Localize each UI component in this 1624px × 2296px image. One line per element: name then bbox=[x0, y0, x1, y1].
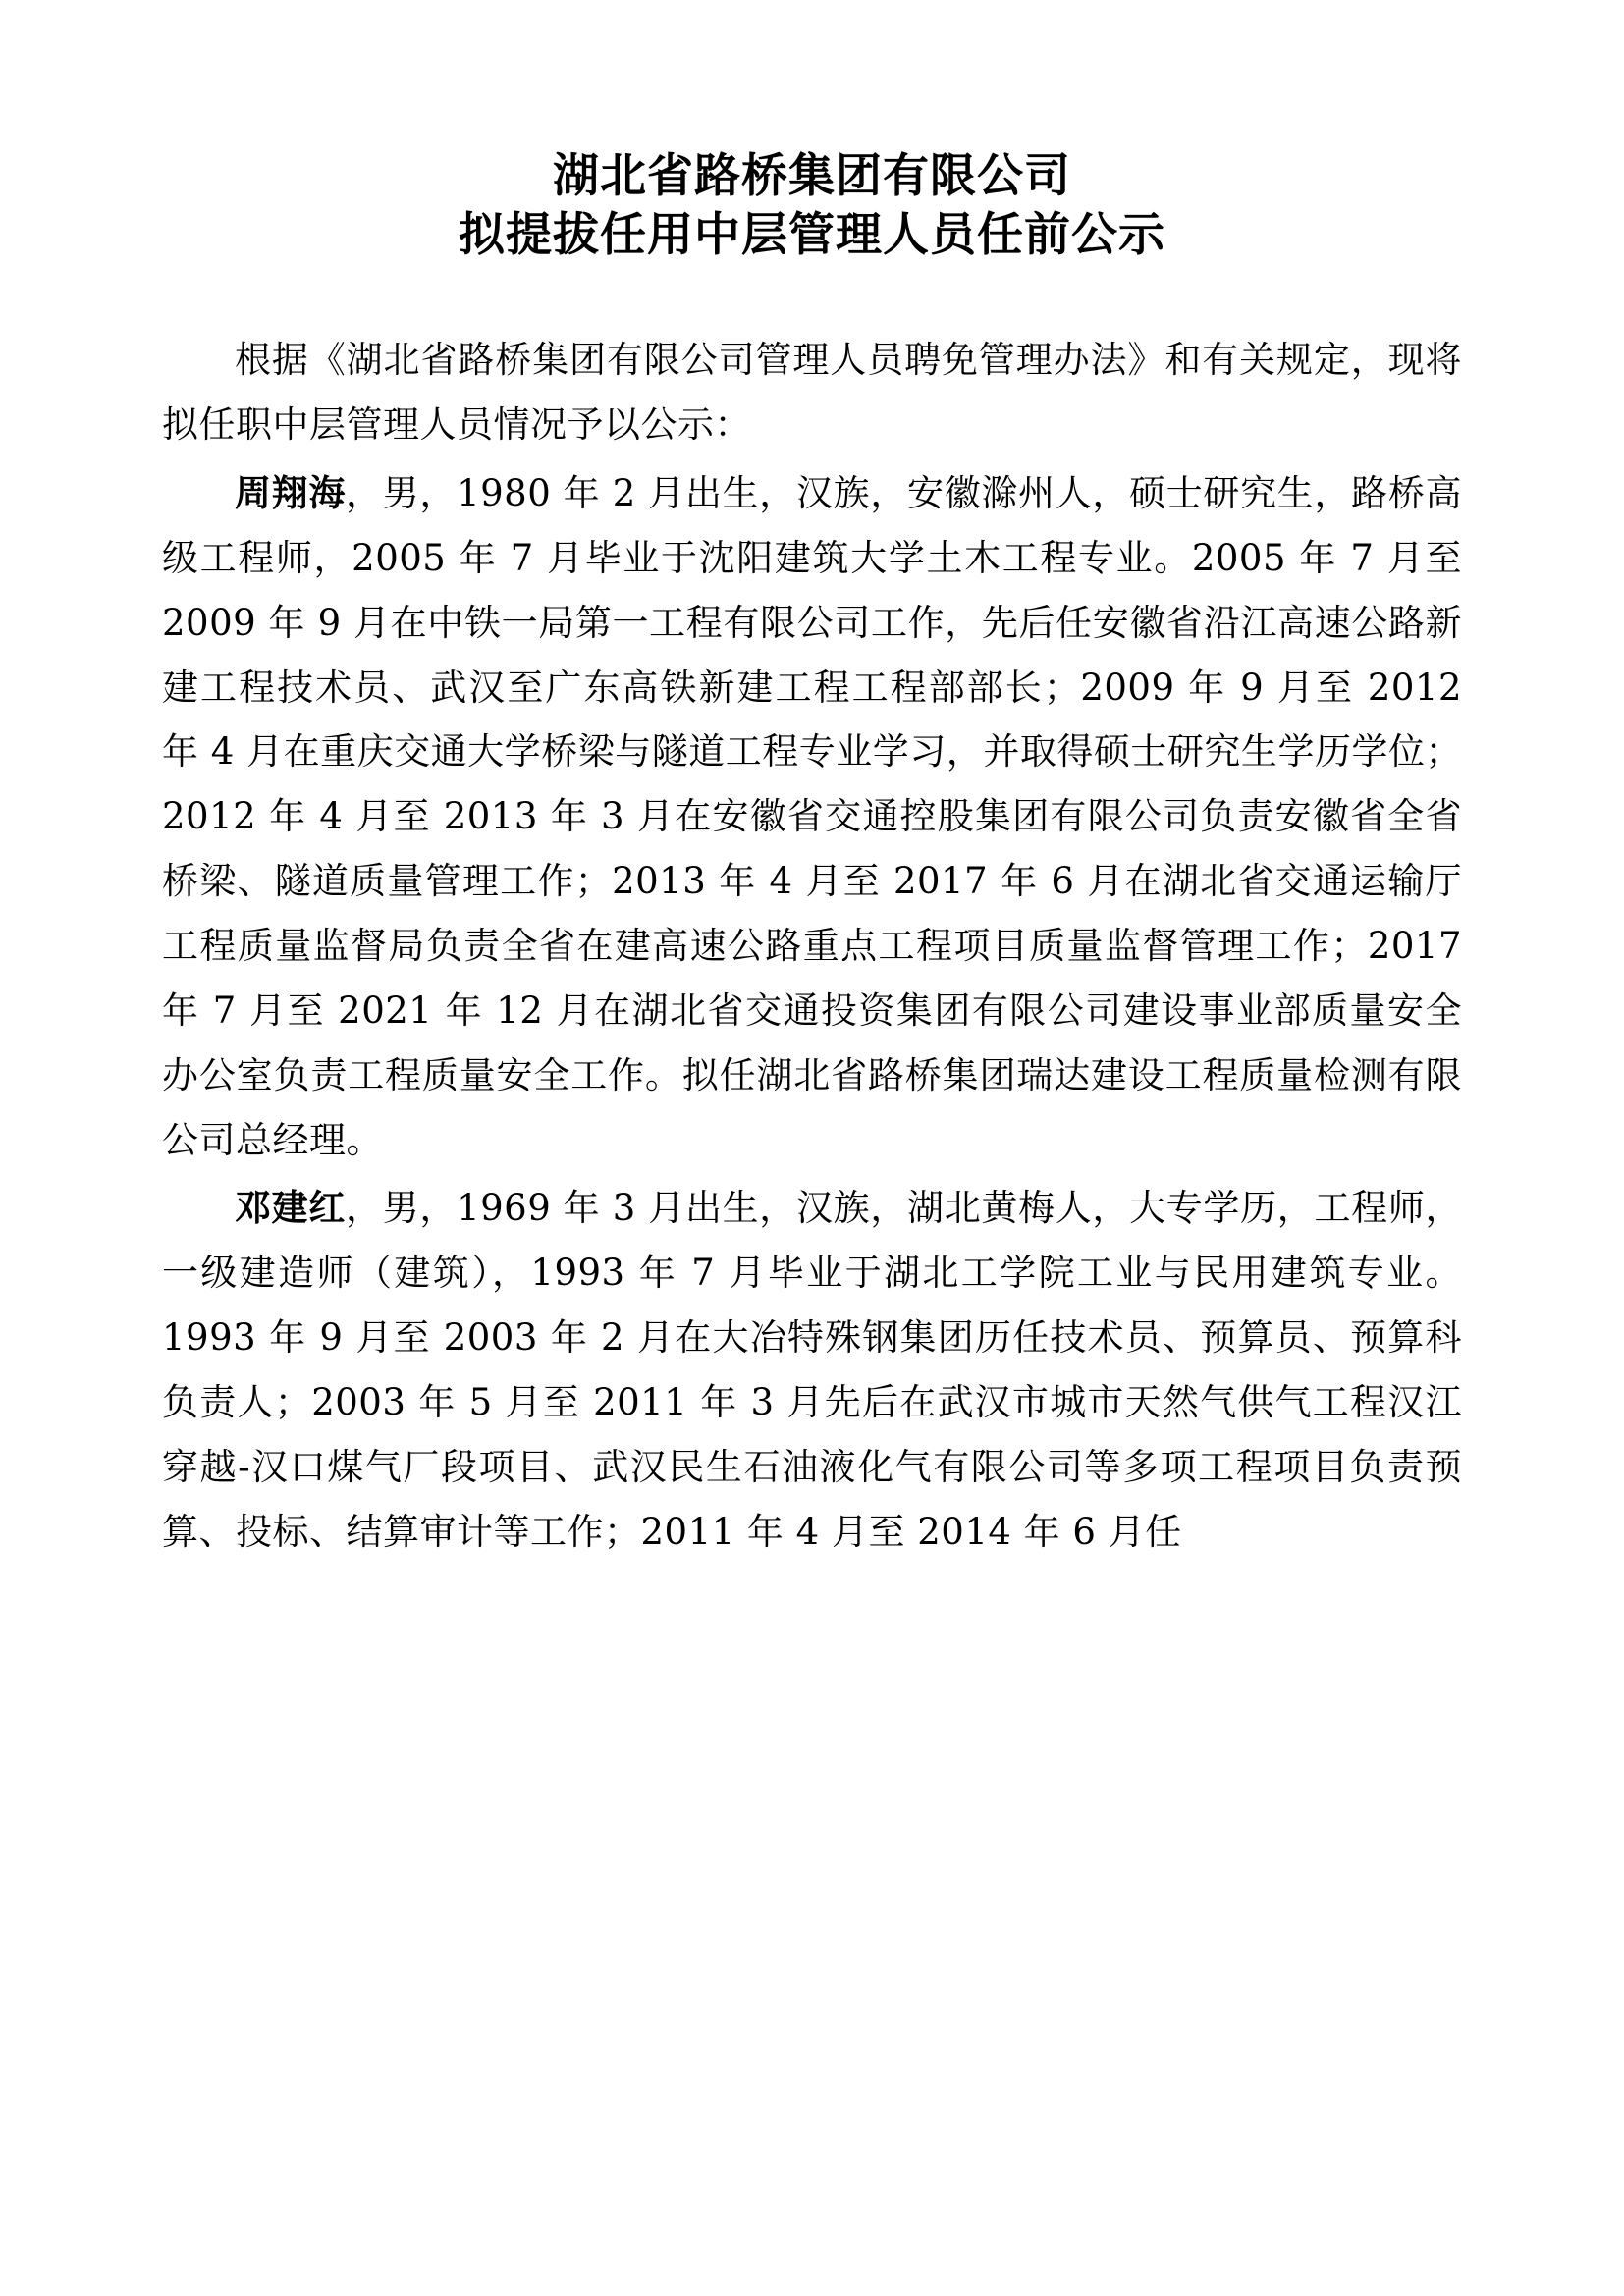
paragraph-person-1 bbox=[162, 461, 1462, 1172]
paragraph-intro bbox=[162, 328, 1462, 457]
paragraph-intro-text: 根据《湖北省路桥集团有限公司管理人员聘免管理办法》和有关规定，现将拟任职中层管理人员情况予以公示： bbox=[162, 339, 1462, 447]
person-name-2: 邓建红 bbox=[235, 1187, 347, 1230]
paragraph-person-2 bbox=[162, 1176, 1462, 1564]
page-title-line-2: 拟提拔任用中层管理人员任前公示 bbox=[459, 208, 1165, 263]
person-name-1: 周翔海 bbox=[235, 472, 347, 515]
person-bio-1: ，男，1980 年 2 月出生，汉族，安徽滁州人，硕士研究生，路桥高级工程师，2005 年 7 月毕业于沈阳建筑大学土木工程专业。2005 年 7 月至 2009 年 9 月在中铁一局第一工程有限公司工作，先后任安徽省沿江高速公路新建工程技术员、武汉至广东高铁新建工程工程部部长；2009 年 9 月至 2012 年 4 月在重庆交通大学桥梁与隧道工程专业学习，并取得硕士研究生学历学位；2012 年 4 月至 2013 年 3 月在安徽省交通控股集团有限公司负责安徽省全省桥梁、隧道质量管理工作；2013 年 4 月至 2017 年 6 月在湖北省交通运输厅工程质量监督局负责全省在建高速公路重点工程项目质量监督管理工作；2017 年 7 月至 2021 年 12 月在湖北省交通投资集团有限公司建设事业部质量安全办公室负责工程质量安全工作。拟任湖北省路桥集团瑞达建设工程质量检测有限公司总经理。 bbox=[162, 472, 1463, 1161]
person-bio-2: ，男，1969 年 3 月出生，汉族，湖北黄梅人，大专学历，工程师，一级建造师（建筑），1993 年 7 月毕业于湖北工学院工业与民用建筑专业。1993 年 9 月至 2003 年 2 月在大冶特殊钢集团历任技术员、预算员、预算科负责人；2003 年 5 月至 2011 年 3 月先后在武汉市城市天然气供气工程汉江穿越-汉口煤气厂段项目、武汉民生石油液化气有限公司等多项工程项目负责预算、投标、结算审计等工作；2011 年 4 月至 2014 年 6 月任 bbox=[162, 1187, 1462, 1553]
page-title-line-1: 湖北省路桥集团有限公司 bbox=[553, 149, 1071, 203]
page-title bbox=[162, 147, 1462, 265]
